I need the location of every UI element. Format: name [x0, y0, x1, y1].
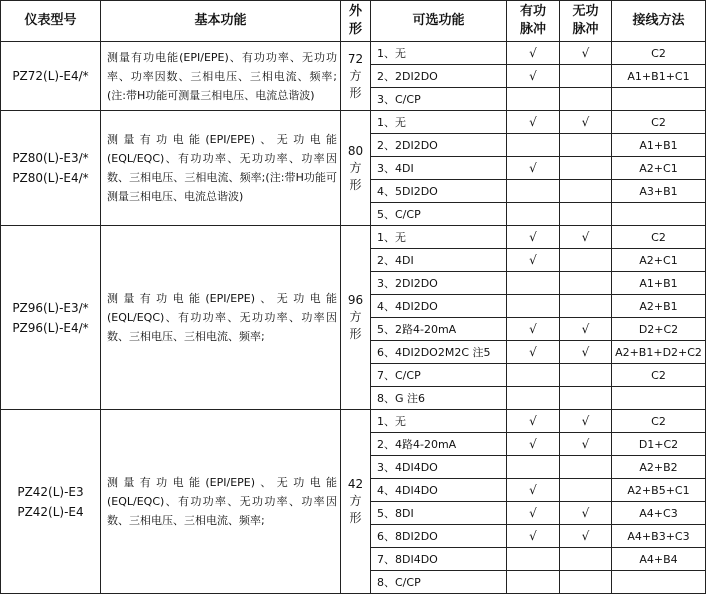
option-cell: 6、4DI2DO2M2C 注5 — [371, 341, 507, 364]
active-pulse-check — [507, 203, 560, 226]
option-cell: 2、2DI2DO — [371, 134, 507, 157]
wiring-cell: A3+B1 — [612, 180, 706, 203]
wiring-cell — [612, 571, 706, 594]
wiring-cell: D2+C2 — [612, 318, 706, 341]
basic-function-cell: 测量有功电能(EPI/EPE)、无功电能(EQL/EQC)、有功功率、无功功率、功率因数、三相电压、三相电流、频率;(注:带H功能可测量三相电压、电流总谐波) — [101, 111, 341, 226]
wiring-cell: A1+B1+C1 — [612, 65, 706, 88]
option-cell: 4、5DI2DO — [371, 180, 507, 203]
reactive-pulse-check: √ — [560, 42, 612, 65]
wiring-cell: A4+C3 — [612, 502, 706, 525]
reactive-pulse-check — [560, 295, 612, 318]
active-pulse-check — [507, 272, 560, 295]
table-row — [1, 226, 706, 249]
wiring-cell: A2+C1 — [612, 249, 706, 272]
option-cell: 7、C/CP — [371, 364, 507, 387]
option-cell: 1、无 — [371, 226, 507, 249]
shape-cell: 96 方 形 — [341, 226, 371, 410]
active-pulse-check: √ — [507, 410, 560, 433]
active-pulse-check: √ — [507, 318, 560, 341]
wiring-cell: A4+B3+C3 — [612, 525, 706, 548]
reactive-pulse-check: √ — [560, 502, 612, 525]
active-pulse-check — [507, 456, 560, 479]
option-cell: 4、4DI4DO — [371, 479, 507, 502]
reactive-pulse-check: √ — [560, 226, 612, 249]
option-cell: 2、4路4-20mA — [371, 433, 507, 456]
reactive-pulse-check — [560, 571, 612, 594]
header-reactive-pulse: 无功 脉冲 — [560, 1, 612, 42]
reactive-pulse-check — [560, 203, 612, 226]
reactive-pulse-check: √ — [560, 410, 612, 433]
reactive-pulse-check — [560, 364, 612, 387]
option-cell: 5、2路4-20mA — [371, 318, 507, 341]
option-cell: 3、4DI4DO — [371, 456, 507, 479]
active-pulse-check: √ — [507, 226, 560, 249]
active-pulse-check — [507, 364, 560, 387]
active-pulse-check: √ — [507, 249, 560, 272]
option-cell: 5、C/CP — [371, 203, 507, 226]
header-optional-function: 可选功能 — [371, 1, 507, 42]
wiring-cell: A2+C1 — [612, 157, 706, 180]
reactive-pulse-check — [560, 157, 612, 180]
active-pulse-check: √ — [507, 479, 560, 502]
reactive-pulse-check: √ — [560, 111, 612, 134]
wiring-cell: C2 — [612, 111, 706, 134]
reactive-pulse-check: √ — [560, 341, 612, 364]
wiring-cell: A2+B1+D2+C2 — [612, 341, 706, 364]
option-cell: 1、无 — [371, 111, 507, 134]
reactive-pulse-check — [560, 479, 612, 502]
wiring-cell: A2+B2 — [612, 456, 706, 479]
active-pulse-check: √ — [507, 525, 560, 548]
reactive-pulse-check: √ — [560, 433, 612, 456]
wiring-cell: C2 — [612, 42, 706, 65]
option-cell: 8、C/CP — [371, 571, 507, 594]
table-row — [1, 42, 706, 65]
option-cell: 3、C/CP — [371, 88, 507, 111]
header-row — [1, 1, 706, 42]
header-active-pulse: 有功 脉冲 — [507, 1, 560, 42]
active-pulse-check — [507, 387, 560, 410]
option-cell: 3、4DI — [371, 157, 507, 180]
active-pulse-check — [507, 88, 560, 111]
reactive-pulse-check — [560, 65, 612, 88]
header-model: 仪表型号 — [1, 1, 101, 42]
option-cell: 2、2DI2DO — [371, 65, 507, 88]
reactive-pulse-check — [560, 249, 612, 272]
basic-function-cell: 测量有功电能(EPI/EPE)、有功功率、无功功率、功率因数、三相电压、三相电流、频率;(注:带H功能可测量三相电压、电流总谐波) — [101, 42, 341, 111]
reactive-pulse-check — [560, 272, 612, 295]
wiring-cell: A2+B1 — [612, 295, 706, 318]
model-cell: PZ42(L)-E3 PZ42(L)-E4 — [1, 410, 101, 594]
wiring-cell — [612, 387, 706, 410]
wiring-cell: C2 — [612, 226, 706, 249]
active-pulse-check: √ — [507, 502, 560, 525]
active-pulse-check: √ — [507, 433, 560, 456]
basic-function-cell: 测量有功电能(EPI/EPE)、无功电能(EQL/EQC)、有功功率、无功功率、功率因数、三相电压、三相电流、频率; — [101, 410, 341, 594]
active-pulse-check — [507, 134, 560, 157]
reactive-pulse-check: √ — [560, 318, 612, 341]
option-cell: 5、8DI — [371, 502, 507, 525]
reactive-pulse-check — [560, 548, 612, 571]
wiring-cell — [612, 203, 706, 226]
option-cell: 2、4DI — [371, 249, 507, 272]
active-pulse-check — [507, 180, 560, 203]
table-row — [1, 111, 706, 134]
shape-cell: 80 方 形 — [341, 111, 371, 226]
active-pulse-check: √ — [507, 157, 560, 180]
reactive-pulse-check — [560, 387, 612, 410]
model-cell: PZ80(L)-E3/* PZ80(L)-E4/* — [1, 111, 101, 226]
wiring-cell — [612, 88, 706, 111]
model-cell: PZ72(L)-E4/* — [1, 42, 101, 111]
wiring-cell: D1+C2 — [612, 433, 706, 456]
table-row — [1, 410, 706, 433]
active-pulse-check — [507, 295, 560, 318]
reactive-pulse-check: √ — [560, 525, 612, 548]
option-cell: 3、2DI2DO — [371, 272, 507, 295]
header-shape: 外 形 — [341, 1, 371, 42]
shape-cell: 42 方 形 — [341, 410, 371, 594]
active-pulse-check — [507, 571, 560, 594]
option-cell: 4、4DI2DO — [371, 295, 507, 318]
option-cell: 1、无 — [371, 42, 507, 65]
active-pulse-check: √ — [507, 341, 560, 364]
wiring-cell: A1+B1 — [612, 134, 706, 157]
option-cell: 6、8DI2DO — [371, 525, 507, 548]
header-wiring: 接线方法 — [612, 1, 706, 42]
active-pulse-check: √ — [507, 111, 560, 134]
active-pulse-check — [507, 548, 560, 571]
reactive-pulse-check — [560, 180, 612, 203]
wiring-cell: A1+B1 — [612, 272, 706, 295]
wiring-cell: A2+B5+C1 — [612, 479, 706, 502]
reactive-pulse-check — [560, 134, 612, 157]
wiring-cell: C2 — [612, 364, 706, 387]
active-pulse-check: √ — [507, 65, 560, 88]
reactive-pulse-check — [560, 456, 612, 479]
option-cell: 1、无 — [371, 410, 507, 433]
option-cell: 8、G 注6 — [371, 387, 507, 410]
option-cell: 7、8DI4DO — [371, 548, 507, 571]
model-cell: PZ96(L)-E3/* PZ96(L)-E4/* — [1, 226, 101, 410]
shape-cell: 72 方 形 — [341, 42, 371, 111]
wiring-cell: C2 — [612, 410, 706, 433]
wiring-cell: A4+B4 — [612, 548, 706, 571]
active-pulse-check: √ — [507, 42, 560, 65]
header-basic-function: 基本功能 — [101, 1, 341, 42]
basic-function-cell: 测量有功电能(EPI/EPE)、无功电能(EQL/EQC)、有功功率、无功功率、功率因数、三相电压、三相电流、频率; — [101, 226, 341, 410]
table-body — [1, 42, 706, 594]
reactive-pulse-check — [560, 88, 612, 111]
